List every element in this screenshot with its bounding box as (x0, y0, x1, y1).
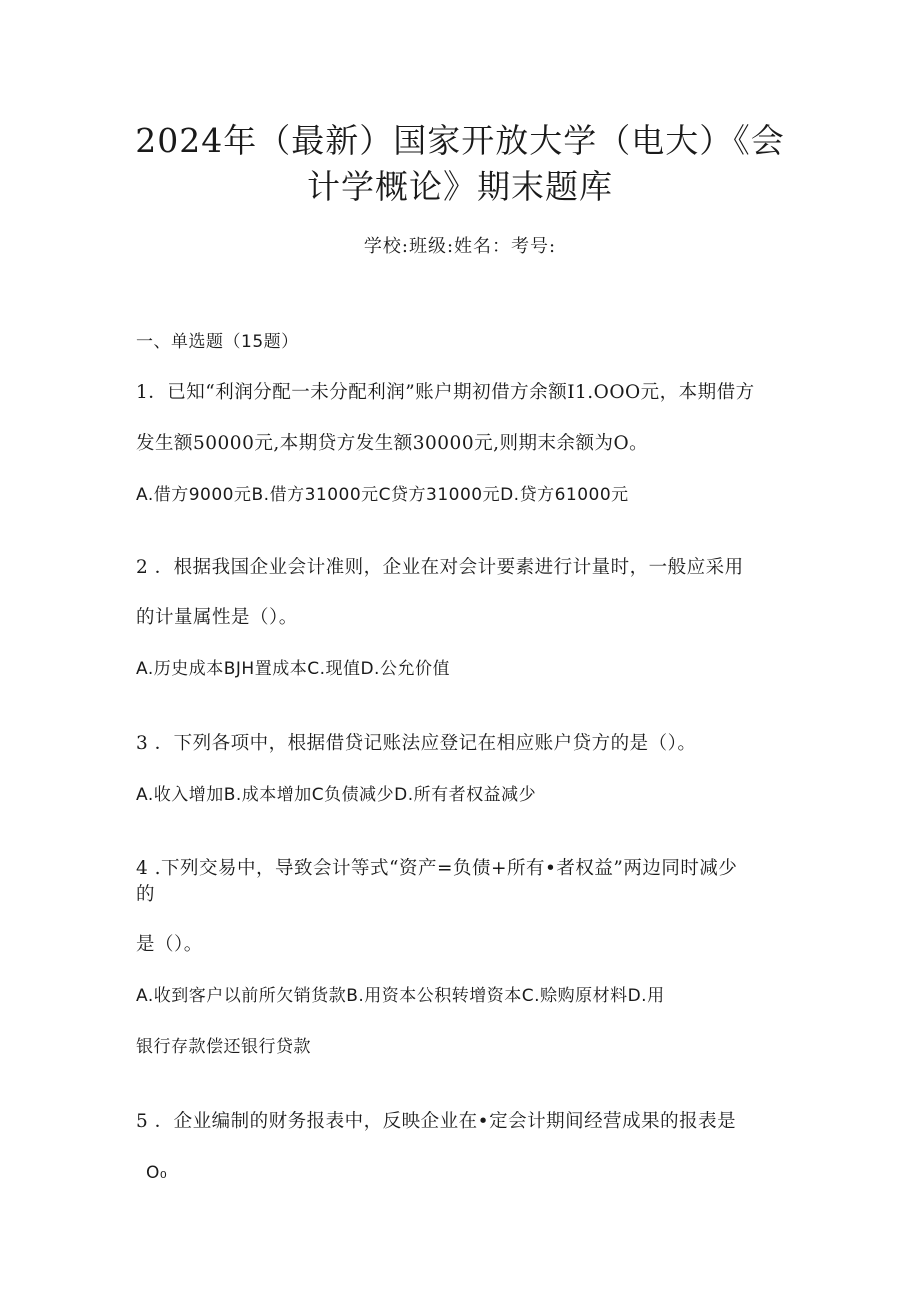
title-line-1: 2024年（最新）国家开放大学（电大）《会 (135, 121, 785, 160)
question-2-line-1: 2 ．根据我国企业会计准则，企业在对会计要素进行计量时，一般应采用 (136, 557, 744, 578)
question-3-line-1: 3 ．下列各项中，根据借贷记账法应登记在相应账户贷方的是（）。 (136, 733, 697, 754)
question-2-options: A.历史成本BJH置成本C.现值D.公允价值 (136, 659, 450, 679)
question-1-line-2: 发生额50000元,本期贷方发生额30000元,则期末余额为O。 (136, 433, 649, 454)
section-heading: 一、单选题（15题） (136, 332, 299, 352)
question-4-line-2: 的 (136, 884, 156, 905)
question-2-line-2: 的计量属性是（）。 (136, 607, 298, 628)
question-1-line-1: 1．已知“利润分配一未分配利润”账户期初借方余额I1.OOO元，本期借方 (136, 382, 755, 403)
student-info-line: 学校:班级:姓名：考号: (363, 236, 557, 257)
document-title (110, 118, 810, 210)
question-1-options: A.借方9000元B.借方31000元C贷方31000元D.贷方61000元 (136, 485, 629, 505)
question-4-options-line-2: 银行存款偿还银行贷款 (136, 1037, 311, 1057)
question-4-options-line-1: A.收到客户以前所欠销货款B.用资本公积转增资本C.赊购原材料D.用 (136, 986, 665, 1006)
question-3-options: A.收入增加B.成本增加C负债减少D.所有者权益减少 (136, 785, 537, 805)
question-5-line-1: 5 ．企业编制的财务报表中，反映企业在•定会计期间经营成果的报表是 (136, 1111, 737, 1132)
title-line-2: 计学概论》期末题库 (307, 167, 613, 206)
question-5-line-2: O₀ (146, 1163, 168, 1183)
question-4-line-1: 4 .下列交易中，导致会计等式“资产=负债+所有•者权益”两边同时减少 (136, 858, 738, 879)
question-4-line-3: 是（）。 (136, 934, 203, 955)
